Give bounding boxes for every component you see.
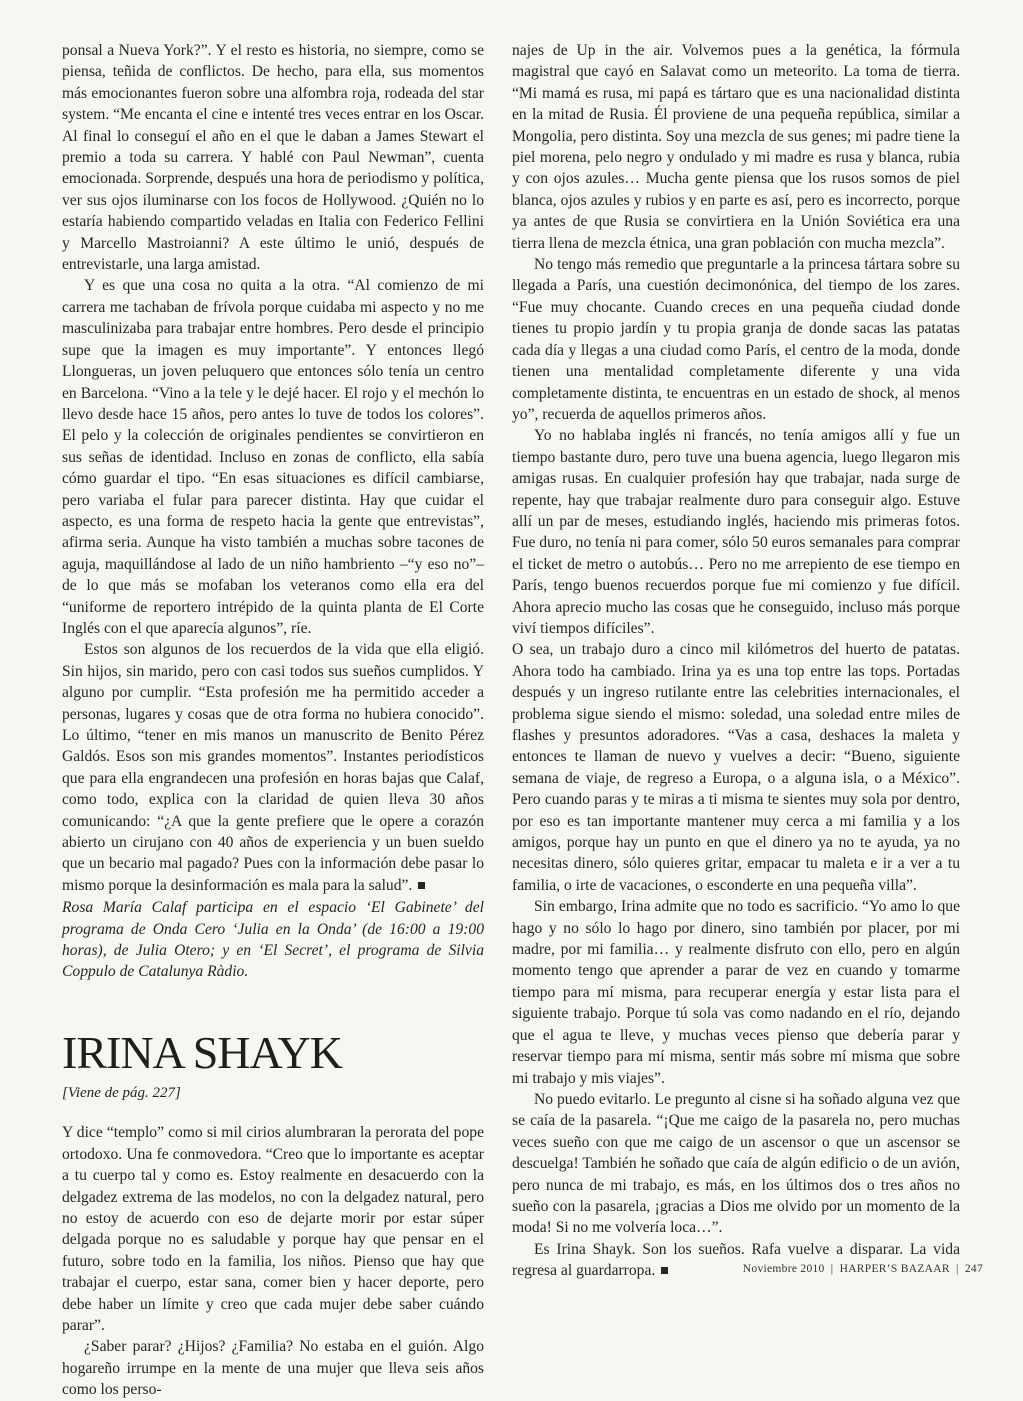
end-square-icon — [418, 882, 425, 889]
article-paragraph-end — [62, 639, 484, 896]
article-paragraph: O sea, un trabajo duro a cinco mil kilómetros del huerto de patatas. Ahora todo ha cambiado. Irina ya es una top entre las tops. Portadas después y un ingreso rutilante entre las celebrities internacionales, el problema sigue siendo el mismo: soledad, una soledad entre miles de flashes y presuntos adoradores. “Vas a casa, deshaces la maleta y entonces te llaman de nuevo y vuelves a decir: “Bueno, siguiente semana de viaje, de regreso a Europa, o a alguna isla, o a México”. Pero cuando paras y te miras a ti misma te sientes muy sola por dentro, por eso es tan importante mantener muy cerca a mi familia y a los amigos, porque hay un punto en que el dinero ya no te ayuda, ya no necesitas dinero, sólo quieres gritar, empacar tu maleta e ir a ver a tu familia, o irte de vacaciones, o esconderte en una pequeña villa”. — [512, 641, 960, 894]
article-paragraph-end — [512, 1239, 960, 1282]
paragraph-text: Estos son algunos de los recuerdos de la vida que ella eligió. Sin hijos, sin marido, pero con casi todos sus sueños cumplidos. Y alguno por cumplir. “Esta profesión me ha permitido acceder a personas, lugares y cosas que de otra forma no hubiera conocido”. Lo último, “tener en mis manos un manuscrito de Benito Pérez Galdós. Esos son mis grandes momentos”. Instantes periodísticos que para ella engrandecen una profesión en horas bajas que Calaf, como todo, explica con la claridad de quien lleva 30 años comunicando: “¿A que la gente prefiere que le opere a corazón abierto un cirujano con 40 años de experiencia y un buen sueldo que un becario mal pagado? Pues con la información debe pasar lo mismo porque la desinformación es mala para la salud”. — [62, 641, 484, 894]
footer-date: Noviembre 2010 — [742, 1263, 825, 1275]
footer-magazine: HARPER’S BAZAAR — [839, 1263, 950, 1275]
section-title: IRINA SHAYK — [62, 1026, 342, 1078]
footer-separator: | — [830, 1263, 834, 1275]
article-credit: Rosa María Calaf participa en el espacio ‘El Gabinete’ del programa de Onda Cero ‘Julia en la Onda’ (de 16:00 a 19:00 horas), de Julia Otero; y en ‘El Secret’, el programa de Silvia Coppulo de Catalunya Ràdio. — [62, 899, 484, 981]
article-paragraph: ponsal a Nueva York?”. Y el resto es historia, no siempre, como se piensa, teñida de conflictos. De hecho, para ella, sus momentos más emocionantes fueron sobre una alfombra roja, rodeada del star system. “Me encanta el cine e intenté tres veces entrar en los Oscar. Al final lo conseguí el año en el que le daban a James Stewart el premio a toda su carrera. Y hablé con Paul Newman”, cuenta emocionada. Sorprende, después una hora de periodismo y política, ver sus ojos iluminarse con los focos de Hollywood. ¿Quién no lo estaría habiendo compartido veladas en Italia con Federico Fellini y Marcello Mastroianni? A este último le unió, después de entrevistarle, una larga amistad. — [62, 42, 484, 274]
end-square-icon — [661, 1267, 668, 1274]
article-paragraph: ¿Saber parar? ¿Hijos? ¿Familia? No estaba en el guión. Algo hogareño irrumpe en la mente de una mujer que lleva seis años como los perso- — [62, 1338, 484, 1399]
article-paragraph: Y dice “templo” como si mil cirios alumbraran la perorata del pope ortodoxo. Una fe conmovedora. “Creo que lo importante es aceptar a tu cuerpo tal y como es. Estoy realmente en desacuerdo con la delgadez extrema de las modelos, no con la delgadez natural, pero no estoy de acuerdo con eso de dejarte morir por estar súper delgada porque no es saludable y porque hay que pensar en el futuro, sobre todo en la familia, los niños. Pienso que hay que trabajar el cuerpo, estar sana, comer bien y hacer deporte, pero debe haber un límite y creo que cada mujer debe saber cuándo parar”. — [62, 1124, 484, 1334]
left-column — [62, 40, 484, 1401]
article-paragraph: No puedo evitarlo. Le pregunto al cisne si ha soñado alguna vez que se caía de la pasarela. “¡Que me caigo de la pasarela no, pero muchas veces sueño con que me caigo de un ascensor o que un ascensor se descuelga! También he soñado que caía de algún edificio o de un avión, pero nunca de mi trabajo, es más, en los últimos dos o tres años no sueño con la pasarela, ¡gracias a Dios me olvido por un momento de la moda! Si no me volvería loca…”. — [512, 1090, 960, 1237]
right-column — [512, 40, 960, 1282]
article-paragraph: No tengo más remedio que preguntarle a la princesa tártara sobre su llegada a París, una cuestión decimonónica, del tiempo de los zares. “Fue muy chocante. Cuando creces en una pequeña ciudad donde tienes tu propio jardín y tu propia granja de donde sacas las patatas cada día y llegas a una ciudad como París, el centro de la moda, donde tienen una mentalidad completamente diferente y una vida completamente distinta, te encuentras en un estado de shock, al menos yo”, recuerda de aquellos primeros años. — [512, 256, 960, 423]
page-number: 247 — [964, 1263, 983, 1275]
article-paragraph: Y es que una cosa no quita a la otra. “Al comienzo de mi carrera me tachaban de frívola porque cuidaba mi aspecto y no me masculinizaba para trabajar entre hombres. Pero desde el principio supe que la imagen es muy importante”. Y entonces llegó Llongueras, un joven peluquero que entonces sólo tenía un centro en Barcelona. “Vino a la tele y le dejé hacer. El rojo y el mechón lo llevo desde hace 15 años, pero antes lo tuve de todos los colores”. El pelo y la colección de originales pendientes se convirtieron en sus señas de identidad. Incluso en zonas de conflicto, ella sabía cómo guardar el tipo. “En esas situaciones es difícil cambiarse, pero variaba el fular para parecer distinta. Hay que cuidar el aspecto, es una forma de respeto hacia la gente que entrevistas”, afirma seria. Aunque ha visto también a muchas sobre tacones de aguja, maquillándose al lado de un niño hambriento –“y eso no”– de lo que más se mofaban los veteranos como ella era del “uniforme de reportero intrépido de la quinta planta de El Corte Inglés con el que aparecía algunos”, ríe. — [62, 277, 484, 637]
page-footer — [743, 1263, 983, 1275]
article-paragraph: Yo no hablaba inglés ni francés, no tenía amigos allí y fue un tiempo bastante duro, pero tuve una buena agencia, luego llegaron mis amigas rusas. En cualquier profesión hay que trabajar, nada surge de repente, hay que trabajar realmente duro para conseguir algo. Estuve allí un par de meses, estudiando inglés, haciendo mis primeras fotos. Fue duro, no tenía ni para comer, sólo 50 euros semanales para comprar el ticket de metro o autobús… Pero no me arrepiento de ese tiempo en París, tengo buenos recuerdos porque fue mi comienzo y fue difícil. Ahora aprecio mucho las cosas que he conseguido, incluso más porque viví tiempos difíciles”. — [512, 427, 960, 637]
section-continued-ref: [Viene de pág. 227] — [62, 1084, 181, 1101]
article-paragraph: Sin embargo, Irina admite que no todo es sacrificio. “Yo amo lo que hago y no sólo lo hago por dinero, sino también por placer, por mi madre, por mi familia… y realmente disfruto con ello, pero en algún momento tengo que aprender a parar de vez en cuando y tomarme tiempo para mí misma, para recuperar energía y estar lista para el siguiente trabajo. Porque tú sola vas como nadando en el río, dejando que el agua te lleve, y muchas veces pienso que debería parar y reservar tiempo para mí misma, sentir más sobre mí misma que sobre mi trabajo y mis viajes”. — [512, 898, 960, 1087]
footer-separator: | — [956, 1263, 959, 1275]
paragraph-text: Es Irina Shayk. Son los sueños. Rafa vuelve a disparar. La vida regresa al guardarropa. — [512, 1240, 960, 1280]
section-header — [62, 1026, 484, 1104]
article-paragraph: najes de Up in the air. Volvemos pues a la genética, la fórmula magistral que cayó en Salavat como un meteorito. La toma de tierra. “Mi mamá es rusa, mi papá es tártaro que es una nacionalidad distinta en la mitad de Rusia. Él proviene de una pequeña república, similar a Mongolia, pero distinta. Soy una mezcla de sus genes; mi padre tiene la piel morena, pelo negro y ondulado y mi madre es rusa y blanca, rubia y con ojos azules… Mucha gente piensa que los rusos somos de piel blanca, ojos azules y rubios y en parte es así, pero es incorrecto, porque ya antes de que Rusia se convirtiera en la Unión Soviética era una tierra llena de mezcla étnica, una gran población con mucha mezcla”. — [512, 42, 960, 252]
